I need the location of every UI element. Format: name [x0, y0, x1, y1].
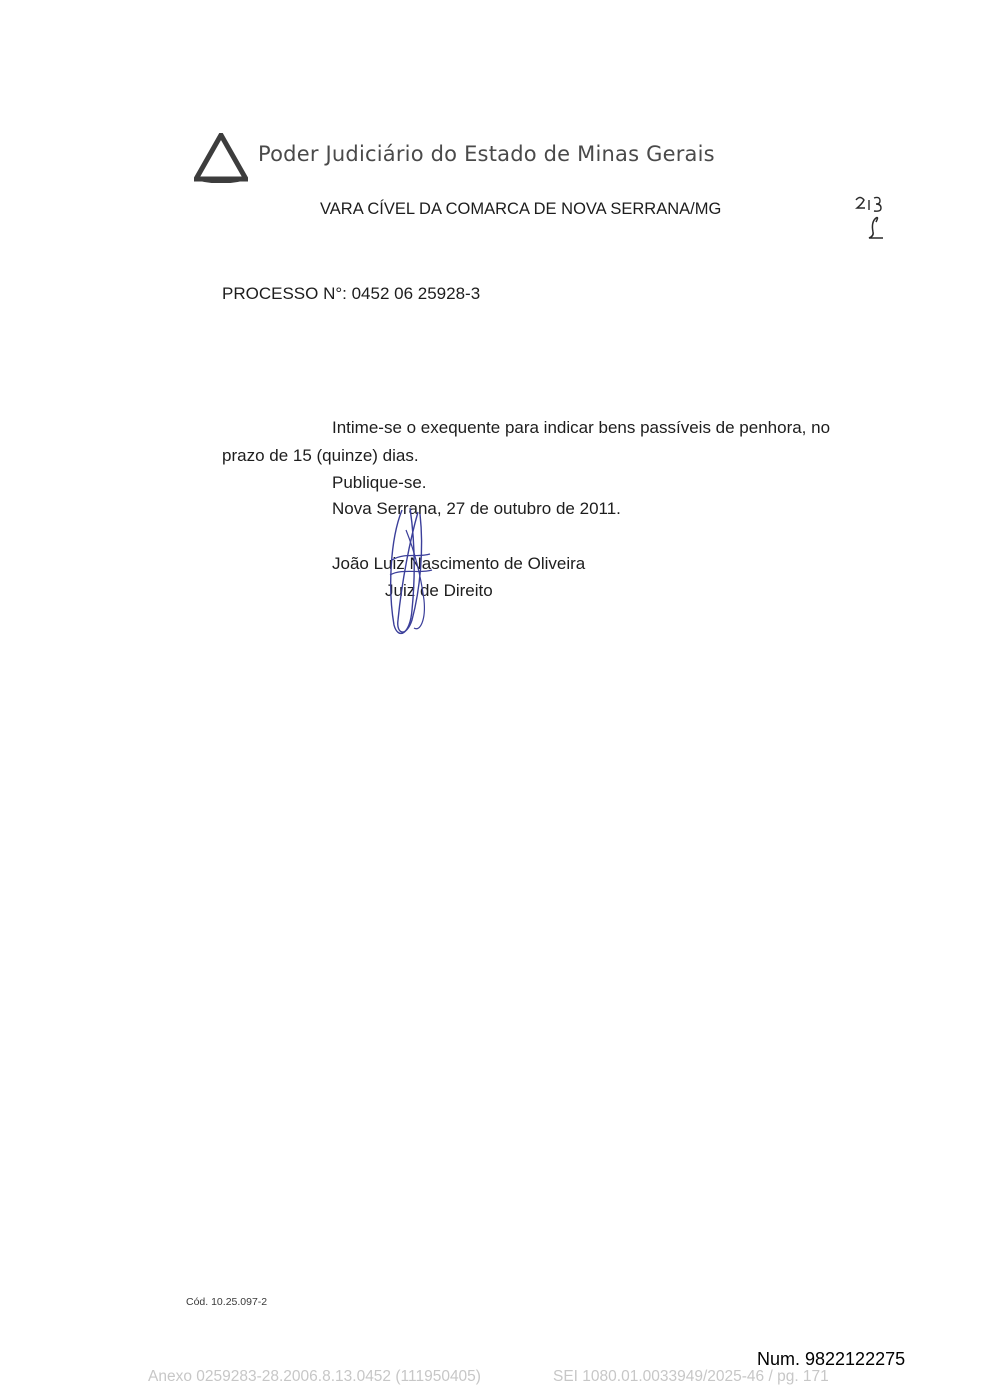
body-line-1: Intime-se o exequente para indicar bens passíveis de penhora, no	[332, 418, 831, 437]
document-number: Num. 9822122275	[757, 1349, 906, 1369]
footer-sei: SEI 1080.01.0033949/2025-46 / pg. 171	[553, 1368, 829, 1385]
handwritten-page-annotation	[850, 192, 890, 244]
judge-title: Juiz de Direito	[385, 581, 493, 600]
triangle-logo-icon	[194, 133, 248, 183]
place-date-line: Nova Serrana, 27 de outubro de 2011.	[332, 499, 621, 518]
court-name: Poder Judiciário do Estado de Minas Gerais	[258, 142, 715, 166]
publique-line: Publique-se.	[332, 473, 427, 492]
form-code: Cód. 10.25.097-2	[186, 1296, 268, 1308]
judge-name: João Luiz Nascimento de Oliveira	[332, 554, 586, 573]
footer-anexo: Anexo 0259283-28.2006.8.13.0452 (111950405)	[148, 1368, 481, 1385]
process-number: PROCESSO N°: 0452 06 25928-3	[222, 284, 481, 303]
vara-heading: VARA CÍVEL DA COMARCA DE NOVA SERRANA/MG	[320, 200, 722, 218]
handwritten-signature	[380, 500, 440, 640]
body-line-2: prazo de 15 (quinze) dias.	[222, 446, 419, 465]
